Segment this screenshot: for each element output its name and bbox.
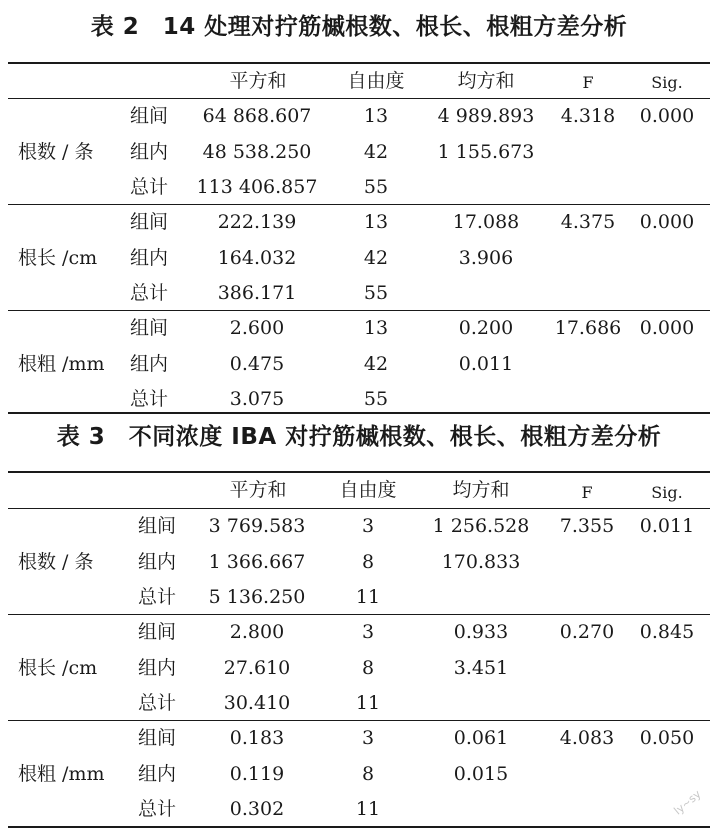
table3-sig-cell: 0.050 xyxy=(639,727,695,749)
table2-df-cell: 55 xyxy=(363,176,389,198)
table2-ss-cell: 113 406.857 xyxy=(196,176,318,198)
table2-group-label: 根粗 /mm xyxy=(18,353,105,375)
table3-source-cell: 组内 xyxy=(138,763,177,785)
table3-df-cell: 3 xyxy=(361,621,375,643)
table2-df-cell: 55 xyxy=(363,388,389,410)
table2-header-ms: 均方和 xyxy=(457,70,515,92)
table2-f-cell: 4.318 xyxy=(560,105,616,127)
table2-ms-cell: 0.011 xyxy=(458,353,514,375)
table3-ss-cell: 0.183 xyxy=(229,727,285,749)
table2-header-sig: Sig. xyxy=(651,73,683,92)
table3-ms-cell: 0.015 xyxy=(453,763,509,785)
table2-ss-cell: 0.475 xyxy=(229,353,285,375)
table3-ss-cell: 1 366.667 xyxy=(208,551,306,573)
table2-ss-cell: 48 538.250 xyxy=(202,141,312,163)
table2-top-rule xyxy=(8,62,710,64)
table3-source-cell: 总计 xyxy=(138,692,177,714)
table3-source-cell: 组内 xyxy=(138,551,177,573)
table3-source-cell: 组间 xyxy=(138,515,177,537)
table2-group-rule xyxy=(8,310,710,311)
table2-sig-cell: 0.000 xyxy=(639,317,695,339)
table3-header-sig: Sig. xyxy=(651,483,683,502)
table3-f-cell: 7.355 xyxy=(559,515,615,537)
table3-header-rule xyxy=(8,508,710,509)
table3-df-cell: 11 xyxy=(355,798,381,820)
table2-ss-cell: 64 868.607 xyxy=(202,105,312,127)
table2-df-cell: 42 xyxy=(363,141,389,163)
table2-ms-cell: 17.088 xyxy=(452,211,520,233)
table2-ms-cell: 3.906 xyxy=(458,247,514,269)
watermark-mark: ly~sy xyxy=(671,787,704,818)
table3-group-rule xyxy=(8,720,710,721)
table2-group-rule xyxy=(8,204,710,205)
table3-group-label: 根长 /cm xyxy=(18,657,98,679)
table3-group-label: 根数 / 条 xyxy=(18,551,94,573)
table3-df-cell: 11 xyxy=(355,586,381,608)
table3-source-cell: 组内 xyxy=(138,657,177,679)
table2-source-cell: 组间 xyxy=(130,105,169,127)
table3-sig-cell: 0.011 xyxy=(639,515,695,537)
table2-source-cell: 总计 xyxy=(130,388,169,410)
table3-source-cell: 总计 xyxy=(138,798,177,820)
table2-ms-cell: 4 989.893 xyxy=(437,105,535,127)
table3-df-cell: 3 xyxy=(361,727,375,749)
table2-source-cell: 组内 xyxy=(130,247,169,269)
table2-source-cell: 组间 xyxy=(130,317,169,339)
table3-ms-cell: 0.933 xyxy=(453,621,509,643)
table3-ms-cell: 3.451 xyxy=(453,657,509,679)
table3-source-cell: 总计 xyxy=(138,586,177,608)
table2-ss-cell: 2.600 xyxy=(229,317,285,339)
table2-header-f: F xyxy=(582,73,594,92)
table2-df-cell: 55 xyxy=(363,282,389,304)
table2-df-cell: 13 xyxy=(363,211,389,233)
table2-ss-cell: 3.075 xyxy=(229,388,285,410)
table3-ss-cell: 2.800 xyxy=(229,621,285,643)
table3-ss-cell: 27.610 xyxy=(223,657,291,679)
table3-sig-cell: 0.845 xyxy=(639,621,695,643)
table2-df-cell: 13 xyxy=(363,317,389,339)
table2-ss-cell: 222.139 xyxy=(217,211,297,233)
table2-sig-cell: 0.000 xyxy=(639,211,695,233)
table3-df-cell: 8 xyxy=(361,657,375,679)
table3-source-cell: 组间 xyxy=(138,621,177,643)
table2-source-cell: 总计 xyxy=(130,176,169,198)
table3-header-ss: 平方和 xyxy=(229,479,287,501)
table2-f-cell: 4.375 xyxy=(560,211,616,233)
table3-caption: 表 3 不同浓度 IBA 对拧筋槭根数、根长、根粗方差分析 xyxy=(56,424,662,450)
table3-ss-cell: 30.410 xyxy=(223,692,291,714)
table2-bottom-rule xyxy=(8,412,710,414)
table2-source-cell: 组内 xyxy=(130,141,169,163)
table2-df-cell: 42 xyxy=(363,247,389,269)
table3-header-df: 自由度 xyxy=(339,479,397,501)
table3-ss-cell: 0.302 xyxy=(229,798,285,820)
table3-ss-cell: 0.119 xyxy=(229,763,285,785)
table2-source-cell: 组内 xyxy=(130,353,169,375)
table3-group-rule xyxy=(8,614,710,615)
table3-df-cell: 11 xyxy=(355,692,381,714)
table3-top-rule xyxy=(8,471,710,473)
table3-df-cell: 8 xyxy=(361,763,375,785)
table3-bottom-rule xyxy=(8,826,710,828)
table2-group-label: 根数 / 条 xyxy=(18,141,94,163)
table2-df-cell: 42 xyxy=(363,353,389,375)
table2-header-rule xyxy=(8,98,710,99)
table3-header-f: F xyxy=(581,483,593,502)
table3-ms-cell: 0.061 xyxy=(453,727,509,749)
table2-sig-cell: 0.000 xyxy=(639,105,695,127)
table2-header-ss: 平方和 xyxy=(229,70,287,92)
table3-header-ms: 均方和 xyxy=(452,479,510,501)
table3-group-label: 根粗 /mm xyxy=(18,763,105,785)
table2-ms-cell: 1 155.673 xyxy=(437,141,535,163)
table2-group-label: 根长 /cm xyxy=(18,247,98,269)
table3-ss-cell: 3 769.583 xyxy=(208,515,306,537)
table3-df-cell: 3 xyxy=(361,515,375,537)
table3-ss-cell: 5 136.250 xyxy=(208,586,306,608)
table2-header-df: 自由度 xyxy=(347,70,405,92)
table3-source-cell: 组间 xyxy=(138,727,177,749)
table2-caption: 表 2 14 处理对拧筋槭根数、根长、根粗方差分析 xyxy=(90,14,628,40)
table3-df-cell: 8 xyxy=(361,551,375,573)
table3-ms-cell: 170.833 xyxy=(441,551,521,573)
table2-source-cell: 组间 xyxy=(130,211,169,233)
table2-ss-cell: 386.171 xyxy=(217,282,297,304)
table3-f-cell: 4.083 xyxy=(559,727,615,749)
table2-ms-cell: 0.200 xyxy=(458,317,514,339)
table2-ss-cell: 164.032 xyxy=(217,247,297,269)
table3-ms-cell: 1 256.528 xyxy=(432,515,530,537)
table2-df-cell: 13 xyxy=(363,105,389,127)
table3-f-cell: 0.270 xyxy=(559,621,615,643)
table2-f-cell: 17.686 xyxy=(554,317,622,339)
table2-source-cell: 总计 xyxy=(130,282,169,304)
